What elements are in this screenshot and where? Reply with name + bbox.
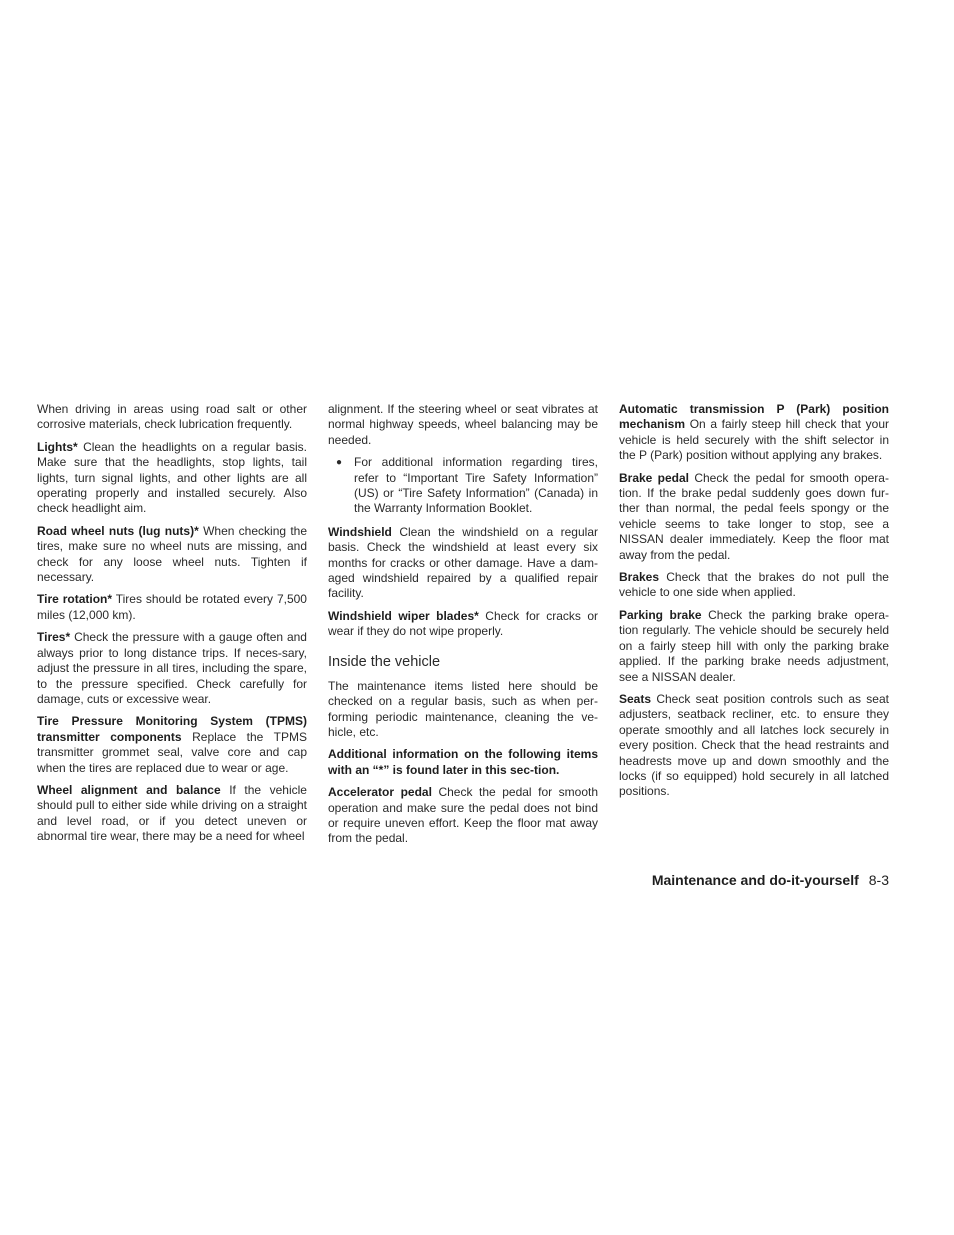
term-parking-brake: Parking brake: [619, 607, 702, 622]
item-windshield: Windshield Clean the windshield on a regular basis. Check the windshield at least every six months for cracks or other damage. Have a dam-aged windshield repaired by a qualified repair facility.: [328, 524, 598, 601]
paragraph-road-salt: When driving in areas using road salt or other corrosive materials, check lubrication frequently.: [37, 402, 307, 432]
term-tires: Tires*: [37, 630, 71, 645]
item-seats: Seats Check seat position controls such as seat adjusters, seatback recliner, etc. to ensure they operate smoothly and all latches lock securely in every position. Check that the head restraints and headrests move up and down smoothly and the locks (if so equipped) hold securely in all latched positions.: [619, 691, 889, 799]
item-park-mechanism: Automatic transmission P (Park) position mechanism On a fairly steep hill check that your vehicle is held securely with the shift selector in the P (Park) position without applying any brakes.: [619, 402, 889, 463]
paragraph-intro: The maintenance items listed here should be checked on a regular basis, such as when per-forming periodic maintenance, cleaning the ve-hicle, etc.: [328, 678, 598, 739]
item-accelerator-pedal: Accelerator pedal Check the pedal for smooth operation and make sure the pedal does not bind or require uneven effort. Keep the floor mat away from the pedal.: [328, 785, 599, 846]
item-lug-nuts: Road wheel nuts (lug nuts)* When checking the tires, make sure no wheel nuts are missing, and check for any loose wheel nuts. Tighten if necessary.: [37, 523, 308, 585]
item-tire-rotation: Tire rotation* Tires should be rotated every 7,500 miles (12,000 km).: [37, 592, 307, 622]
term-lug-nuts: Road wheel nuts (lug nuts)*: [37, 523, 199, 538]
term-park-mechanism: Automatic transmission P (Park) position mechanism: [619, 402, 889, 432]
section-heading: Inside the vehicle: [328, 653, 441, 670]
page-number: 8-3: [868, 872, 889, 888]
column-middle: [328, 402, 598, 854]
term-windshield: Windshield: [328, 524, 392, 539]
term-brakes: Brakes: [619, 570, 660, 585]
item-brake-pedal: Brake pedal Check the pedal for smooth opera-tion. If the brake pedal suddenly goes down fur-ther than normal, the pedal feels spongy or the vehicle seems to take longer to stop, see a NISSAN dealer immediately. Keep the floor mat away from the pedal.: [619, 470, 889, 562]
bullet-icon: ●: [336, 457, 343, 469]
item-lights: Lights* Clean the headlights on a regular basis. Make sure that the headlights, stop lights, tail lights, turn signal lights, and other lights are all operating properly and installed securely. Also check headlight aim.: [37, 439, 307, 516]
page-footer: [652, 872, 889, 888]
term-tpms: Tire Pressure Monitoring System (TPMS) transmitter components: [37, 714, 307, 744]
term-seats: Seats: [619, 691, 652, 706]
item-tpms: Tire Pressure Monitoring System (TPMS) transmitter components Replace the TPMS transmitter grommet seal, valve core and cap when the tires are replaced due to wear or age.: [37, 714, 308, 775]
term-tire-rotation: Tire rotation*: [37, 592, 113, 607]
list-item: ● For additional information regarding tires, refer to “Important Tire Safety Information” (US) or “Tire Safety Information” (Canada) in the Warranty Information Booklet.: [328, 455, 598, 517]
paragraph-note: Additional information on the following items with an “*” is found later in this sec-tion.: [328, 747, 598, 777]
item-wheel-alignment: Wheel alignment and balance If the vehicle should pull to either side while driving on a straight and level road, or if you detect uneven or abnormal tire wear, there may be a need for wheel: [37, 782, 307, 844]
term-accelerator-pedal: Accelerator pedal: [328, 785, 432, 800]
term-brake-pedal: Brake pedal: [619, 470, 690, 485]
term-lights: Lights*: [37, 439, 78, 454]
paragraph-alignment-cont: alignment. If the steering wheel or seat vibrates at normal highway speeds, wheel balancing may be needed.: [328, 402, 598, 447]
item-wiper-blades: Windshield wiper blades* Check for cracks or wear if they do not wipe properly.: [328, 608, 598, 639]
column-left: [37, 402, 307, 852]
item-tires: Tires* Check the pressure with a gauge often and always prior to long distance trips. If neces-sary, adjust the pressure in all tires, including the spare, to the pressure specified. Check carefully for damage, cuts or excessive wear.: [37, 630, 307, 706]
column-right: [619, 402, 889, 807]
term-wheel-alignment: Wheel alignment and balance: [37, 782, 221, 797]
term-wiper-blades: Windshield wiper blades*: [328, 608, 479, 623]
item-brakes: Brakes Check that the brakes do not pull the vehicle to one side when applied.: [619, 570, 889, 600]
item-parking-brake: Parking brake Check the parking brake opera-tion regularly. The vehicle should be securely held on a fairly steep hill with only the parking brake applied. If the parking brake needs adjustment, see a NISSAN dealer.: [619, 607, 890, 684]
footer-section-title: Maintenance and do-it-yourself: [651, 872, 859, 888]
